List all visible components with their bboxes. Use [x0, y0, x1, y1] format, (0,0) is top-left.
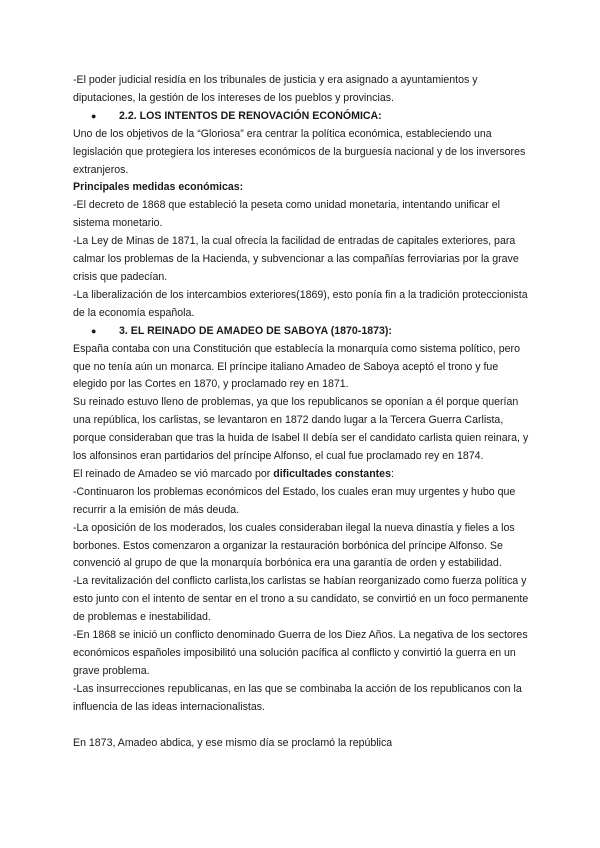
paragraph-gloriosa: Uno de los objetivos de la “Gloriosa” era centrar la política económica, estableciendo una legislación que protegiera los intereses económicos de la burguesía nacional y de los inversores extranjeros. — [73, 127, 526, 176]
paragraph-difficulties: El reinado de Amadeo se vió marcado por dificultades constantes: — [73, 467, 394, 480]
section-heading-economic — [73, 108, 533, 126]
document-body — [73, 72, 533, 752]
paragraph-economic-problems: -Continuaron los problemas económicos del Estado, los cuales eran muy urgentes y hubo que recurrir a la emisión de más deuda. — [73, 485, 516, 516]
heading-text: 3. EL REINADO DE AMADEO DE SABOYA (1870-1873): — [119, 324, 392, 337]
bullet-icon: ● — [91, 110, 97, 121]
section-heading-amadeo — [73, 323, 533, 341]
paragraph-ley-minas: -La Ley de Minas de 1871, la cual ofrecía la facilidad de entradas de capitales exteriores, para calmar los problemas de la Hacienda, y subvencionar a las compañías ferroviarias por la grave crisis que padecían. — [73, 235, 519, 283]
paragraph-judicial: -El poder judicial residía en los tribunales de justicia y era asignado a ayuntamientos y diputaciones, la gestión de los intereses de los pueblos y provincias. — [73, 74, 478, 104]
paragraph-ten-years-war: -En 1868 se inició un conflicto denominado Guerra de los Diez Años. La negativa de los sectores económicos españoles imposibilitó una solución pacífica al conflicto y convirtió la guerra en un grave problema. — [73, 629, 528, 677]
blank-line — [73, 717, 533, 735]
heading-text: 2.2. LOS INTENTOS DE RENOVACIÓN ECONÓMICA: — [119, 109, 382, 122]
paragraph-liberalization: -La liberalización de los intercambios exteriores(1869), esto ponía fin a la tradición proteccionista de la economía española. — [73, 288, 528, 319]
paragraph-insurrections: -Las insurrecciones republicanas, en las que se combinaba la acción de los republicanos con la influencia de las ideas internacionalistas. — [73, 682, 522, 713]
paragraph-constitution: España contaba con una Constitución que establecía la monarquía como sistema político, pero que no tenía aún un monarca. El príncipe italiano Amadeo de Saboya aceptó el trono y fue elegido por las Cortes en 1870, y proclamado rey en 1871. — [73, 342, 520, 391]
paragraph-carlist-conflict: -La revitalización del conflicto carlista,los carlistas se habían reorganizado como fuerza política y esto junto con el intento de sentar en el trono a su candidato, se convirtió en un foco permanente de problemas e inestabilidad. — [73, 575, 529, 624]
bullet-icon: ● — [91, 325, 97, 336]
paragraph-abdication: En 1873, Amadeo abdica, y ese mismo día se proclamó la república — [73, 736, 393, 749]
paragraph-moderados: -La oposición de los moderados, los cuales consideraban ilegal la nueva dinastía y fieles a los borbones. Estos comenzaron a organizar la restauración borbónica del príncipe Alfonso. Se convenció al grupo de que la monarquía borbónica era una garantía de orden y estabilidad. — [73, 521, 515, 570]
subheading-measures: Principales medidas económicas: — [73, 181, 244, 194]
paragraph-problems: Su reinado estuvo lleno de problemas, ya que los republicanos se oponían a él porque querían una república, los carlistas, se levantaron en 1872 dando lugar a la Tercera Guerra Carlista, porque consideraban que tras la huida de Isabel II debía ser el candidato carlista quien reinara, y los alfonsinos eran partidarios del príncipe Alfonso, el cual fue proclamado rey en 1874. — [73, 396, 529, 463]
paragraph-decree-1868: -El decreto de 1868 que estableció la peseta como unidad monetaria, intentando unificar el sistema monetario. — [73, 199, 500, 230]
